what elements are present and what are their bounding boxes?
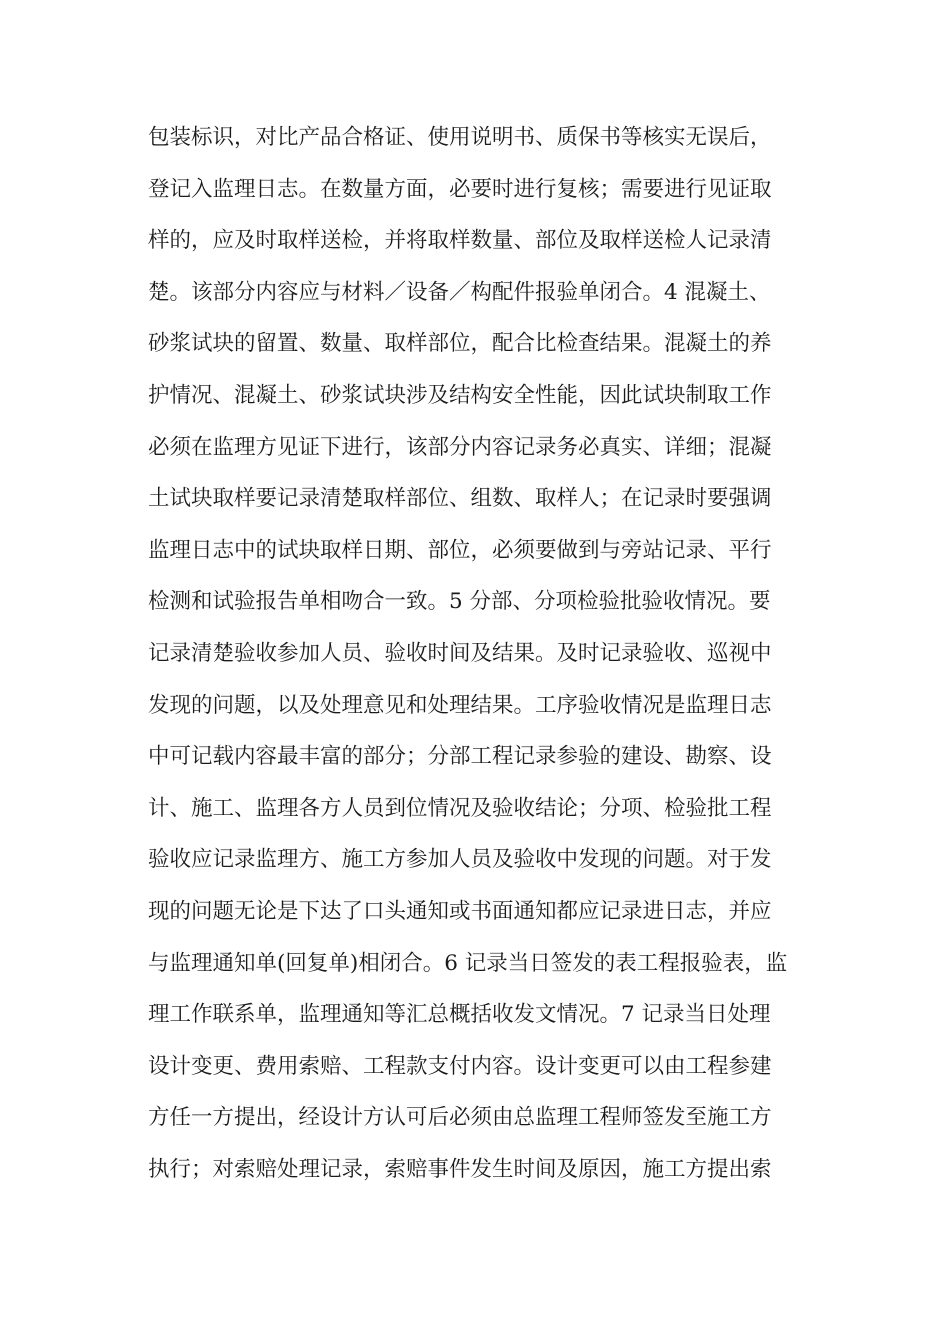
text-line: 执行；对索赔处理记录，索赔事件发生时间及原因，施工方提出索 — [148, 1156, 772, 1182]
text-line: 设计变更、费用索赔、工程款支付内容。设计变更可以由工程参建 — [148, 1053, 772, 1079]
text-line: 记录清楚验收参加人员、验收时间及结果。及时记录验收、巡视中 — [148, 640, 772, 666]
text-line: 土试块取样要记录清楚取样部位、组数、取样人；在记录时要强调 — [148, 486, 772, 512]
text-line: 包装标识，对比产品合格证、使用说明书、质保书等核实无误后， — [148, 125, 772, 150]
text-line: 现的问题无论是下达了口头通知或书面通知都应记录进日志，并应 — [148, 898, 772, 924]
text-line: 护情况、混凝土、砂浆试块涉及结构安全性能，因此试块制取工作 — [148, 382, 772, 408]
text-line: 监理日志中的试块取样日期、部位，必须要做到与旁站记录、平行 — [148, 537, 772, 563]
text-line: 登记入监理日志。在数量方面，必要时进行复核；需要进行见证取 — [148, 176, 772, 202]
text-line: 与监理通知单(回复单)相闭合。6 记录当日签发的表工程报验表，监 — [148, 950, 788, 976]
text-line: 中可记载内容最丰富的部分；分部工程记录参验的建设、勘察、设 — [148, 744, 772, 770]
text-line: 检测和试验报告单相吻合一致。5 分部、分项检验批验收情况。要 — [148, 589, 771, 615]
text-line: 砂浆试块的留置、数量、取样部位，配合比检查结果。混凝土的养 — [148, 331, 772, 357]
text-line: 必须在监理方见证下进行，该部分内容记录务必真实、详细；混凝 — [148, 434, 772, 460]
text-line: 验收应记录监理方、施工方参加人员及验收中发现的问题。对于发 — [148, 847, 772, 873]
body-text — [148, 112, 818, 1195]
text-line: 理工作联系单，监理通知等汇总概括收发文情况。7 记录当日处理 — [148, 1002, 771, 1028]
text-line: 方任一方提出，经设计方认可后必须由总监理工程师签发至施工方 — [148, 1105, 772, 1131]
text-line: 计、施工、监理各方人员到位情况及验收结论；分项、检验批工程 — [148, 795, 772, 821]
text-line: 样的，应及时取样送检，并将取样数量、部位及取样送检人记录清 — [148, 228, 772, 254]
text-line: 发现的问题，以及处理意见和处理结果。工序验收情况是监理日志 — [148, 692, 772, 718]
text-line: 楚。该部分内容应与材料／设备／构配件报验单闭合。4 混凝土、 — [148, 279, 771, 305]
